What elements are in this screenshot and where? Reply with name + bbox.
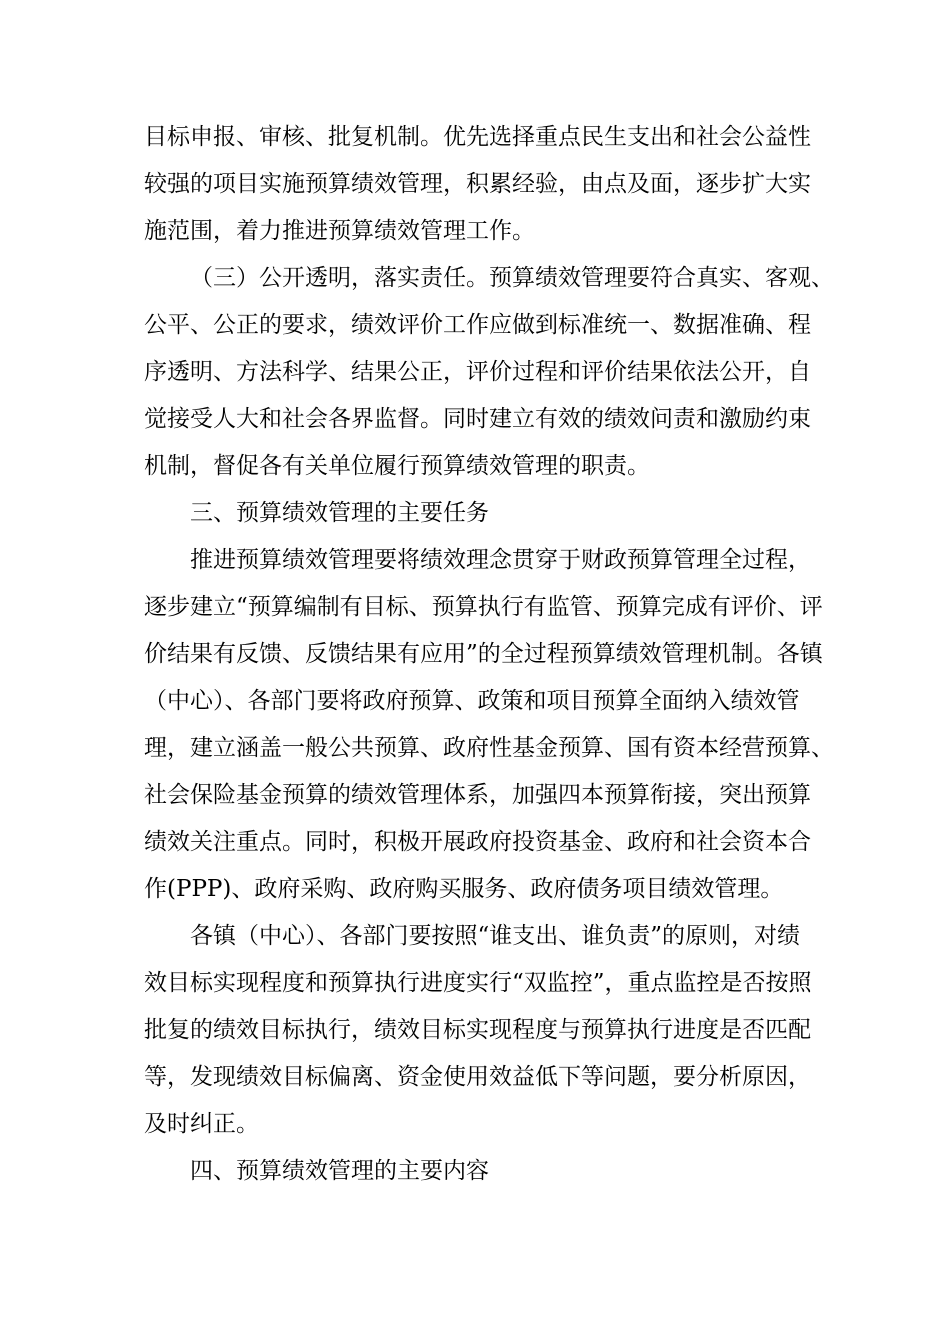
text-line: 公平、公正的要求，绩效评价工作应做到标准统一、数据准确、程 — [144, 312, 811, 338]
text-line: 批复的绩效目标执行，绩效目标实现程度与预算执行进度是否匹配 — [144, 1017, 811, 1043]
text-line: 理，建立涵盖一般公共预算、政府性基金预算、国有资本经营预算、 — [144, 735, 834, 761]
text-line: 施范围，着力推进预算绩效管理工作。 — [144, 218, 535, 244]
text-line: 效目标实现程度和预算执行进度实行“双监控”，重点监控是否按照 — [144, 970, 812, 996]
text-line: 序透明、方法科学、结果公正，评价过程和评价结果依法公开，自 — [144, 359, 811, 385]
text-line: 目标申报、审核、批复机制。优先选择重点民生支出和社会公益性 — [144, 124, 811, 150]
text-line: （中心）、各部门要将政府预算、政策和项目预算全面纳入绩效管 — [144, 688, 800, 714]
section-heading: 三、预算绩效管理的主要任务 — [190, 500, 489, 526]
paragraph-start-line: 各镇（中心）、各部门要按照“谁支出、谁负责”的原则，对绩 — [190, 923, 801, 949]
text-line: 觉接受人大和社会各界监督。同时建立有效的绩效问责和激励约束 — [144, 406, 811, 432]
text-line: 机制，督促各有关单位履行预算绩效管理的职责。 — [144, 453, 650, 479]
text-line: 价结果有反馈、反馈结果有应用”的全过程预算绩效管理机制。各镇 — [144, 641, 823, 667]
paragraph-start-line: 推进预算绩效管理要将绩效理念贯穿于财政预算管理全过程， — [190, 547, 811, 573]
text-line: 逐步建立“预算编制有目标、预算执行有监管、预算完成有评价、评 — [144, 594, 823, 620]
text-line: 社会保险基金预算的绩效管理体系，加强四本预算衔接，突出预算 — [144, 782, 811, 808]
text-line: 及时纠正。 — [144, 1111, 259, 1137]
paragraph-start-line: （三）公开透明，落实责任。预算绩效管理要符合真实、客观、 — [190, 265, 834, 291]
text-line: 较强的项目实施预算绩效管理，积累经验，由点及面，逐步扩大实 — [144, 171, 811, 197]
section-heading: 四、预算绩效管理的主要内容 — [190, 1158, 489, 1184]
text-line: 作(PPP)、政府采购、政府购买服务、政府债务项目绩效管理。 — [144, 876, 784, 902]
text-line: 绩效关注重点。同时，积极开展政府投资基金、政府和社会资本合 — [144, 829, 811, 855]
text-line: 等，发现绩效目标偏离、资金使用效益低下等问题，要分析原因， — [144, 1064, 811, 1090]
